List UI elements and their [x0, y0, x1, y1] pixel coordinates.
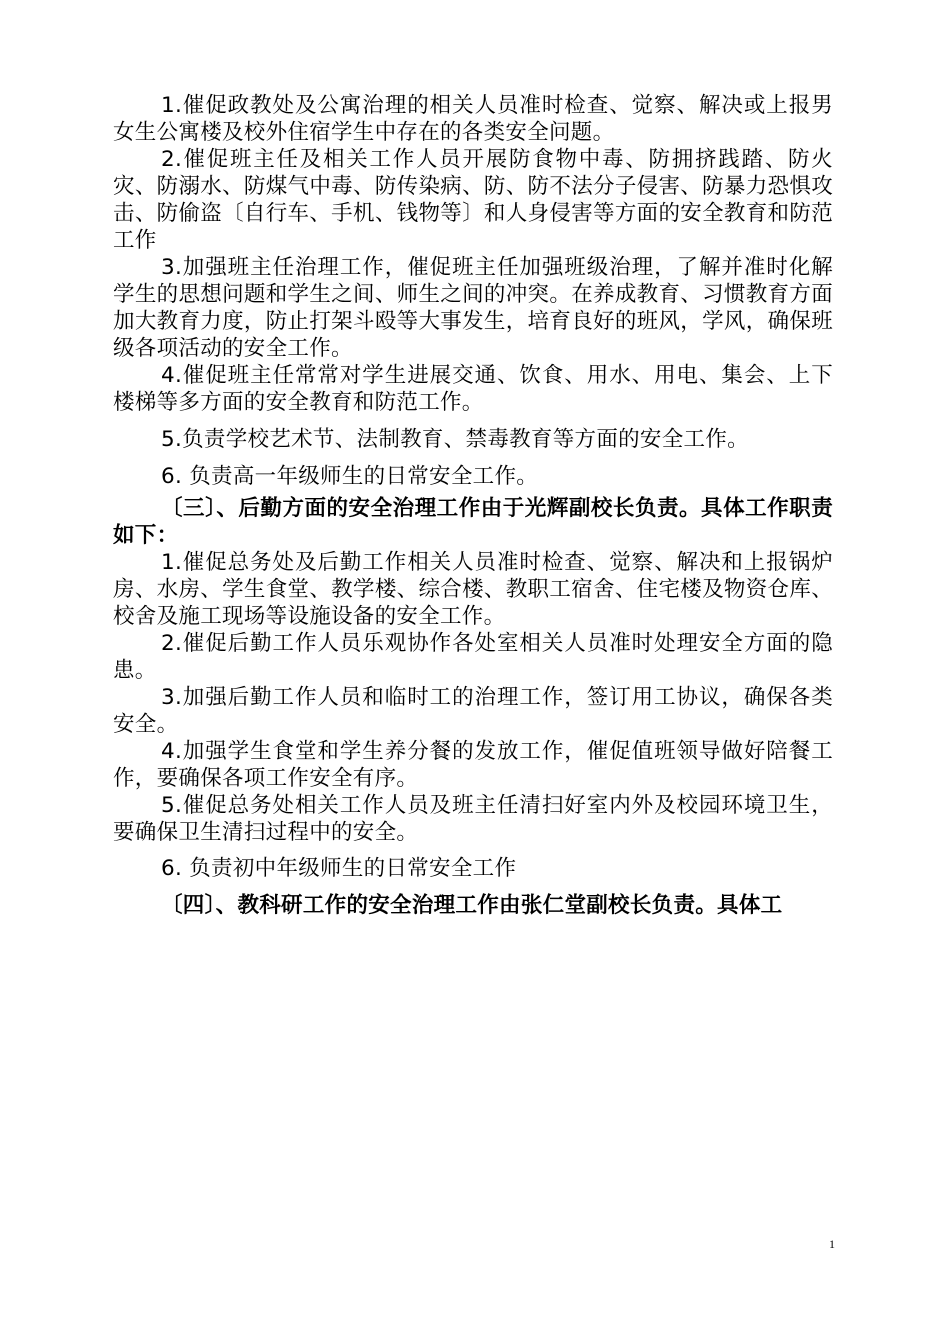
paragraph-item-8: 2.催促后勤工作人员乐观协作各处室相关人员准时处理安全方面的隐患。 — [113, 631, 833, 683]
paragraph-item-2: 2.催促班主任及相关工作人员开展防食物中毒、防拥挤践踏、防火灾、防溺水、防煤气中毒、防传染病、防、防不法分子侵害、防暴力恐惧攻击、防偷盗〔自行车、手机、钱物等〕和人身侵害等方面的安全教育和防范工作 — [113, 147, 833, 253]
paragraph-item-10: 4.加强学生食堂和学生养分餐的发放工作，催促值班领导做好陪餐工作，要确保各项工作安全有序。 — [113, 739, 833, 791]
paragraph-item-12: 6. 负责初中年级师生的日常安全工作 — [161, 856, 517, 881]
page-number: 1 — [829, 1237, 835, 1251]
document-page — [113, 92, 833, 919]
section-heading-three: 〔三〕、后勤方面的安全治理工作由于光辉副校长负责。具体工作职责如下： — [113, 496, 833, 548]
section-heading-four: 〔四〕、教科研工作的安全治理工作由张仁堂副校长负责。具体工 — [161, 893, 783, 918]
paragraph-item-6: 6. 负责高一年级师生的日常安全工作。 — [161, 464, 539, 489]
paragraph-item-5: 5.负责学校艺术节、法制教育、禁毒教育等方面的安全工作。 — [161, 427, 749, 452]
paragraph-item-3: 3.加强班主任治理工作，催促班主任加强班级治理，了解并准时化解学生的思想问题和学生之间、师生之间的冲突。在养成教育、习惯教育方面加大教育力度，防止打架斗殴等大事发生，培育良好的班风，学风，确保班级各项活动的安全工作。 — [113, 255, 833, 361]
paragraph-item-11: 5.催促总务处相关工作人员及班主任清扫好室内外及校园环境卫生，要确保卫生清扫过程中的安全。 — [113, 793, 833, 845]
paragraph-item-7: 1.催促总务处及后勤工作相关人员准时检查、觉察、解决和上报锅炉房、水房、学生食堂、教学楼、综合楼、教职工宿舍、住宅楼及物资仓库、校舍及施工现场等设施设备的安全工作。 — [113, 550, 833, 629]
paragraph-item-9: 3.加强后勤工作人员和临时工的治理工作，签订用工协议，确保各类安全。 — [113, 685, 833, 737]
paragraph-item-1: 1.催促政教处及公寓治理的相关人员准时检查、觉察、解决或上报男女生公寓楼及校外住宿学生中存在的各类安全问题。 — [113, 93, 833, 145]
paragraph-item-4: 4.催促班主任常常对学生进展交通、饮食、用水、用电、集会、上下楼梯等多方面的安全教育和防范工作。 — [113, 363, 833, 415]
